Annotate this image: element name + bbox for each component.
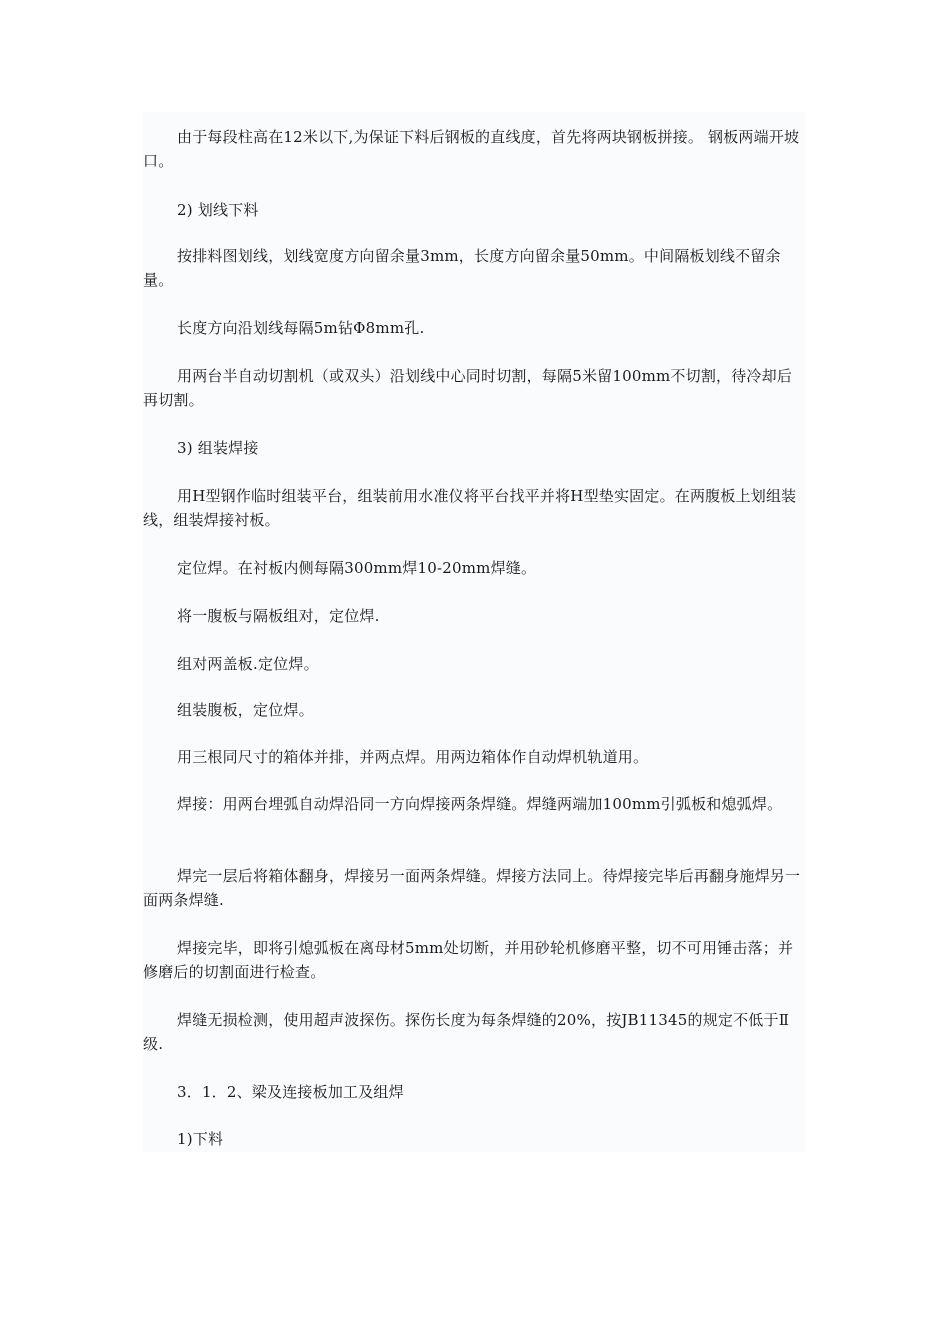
heading-blanking: 1)下料 — [177, 1130, 224, 1148]
paragraph-assembly-platform: 用H型钢作临时组装平台，组装前用水准仪将平台找平并将H型垫实固定。在两腹板上划组装线，组装焊接衬板。 — [143, 487, 797, 529]
paragraph-turn-over: 焊完一层后将箱体翻身，焊接另一面两条焊缝。焊接方法同上。待焊接完毕后再翻身施焊另一面两条焊缝. — [143, 867, 801, 909]
heading-beam-processing: 3．1．2、梁及连接板加工及组焊 — [177, 1083, 404, 1101]
paragraph-tack-weld: 定位焊。在衬板内侧每隔300mm焊10-20mm焊缝。 — [177, 559, 537, 577]
paragraph-assemble-web: 组装腹板，定位焊。 — [177, 701, 314, 719]
paragraph-web-diaphragm: 将一腹板与隔板组对，定位焊. — [177, 607, 380, 625]
paragraph-plate-splicing: 由于每段柱高在12米以下,为保证下料后钢板的直线度，首先将两块钢板拼接。 钢板两端开坡口。 — [143, 128, 800, 170]
document-body — [143, 112, 805, 1152]
paragraph-cut-tabs: 焊接完毕，即将引熄弧板在离母材5mm处切断，并用砂轮机修磨平整，切不可用锤击落；并修磨后的切割面进行检查。 — [143, 939, 794, 981]
paragraph-ultrasonic-test: 焊缝无损检测，使用超声波探伤。探伤长度为每条焊缝的20%，按JB11345的规定不低于Ⅱ级. — [143, 1011, 790, 1053]
heading-assembly-welding: 3) 组装焊接 — [177, 439, 259, 457]
paragraph-submerged-arc: 焊接：用两台埋弧自动焊沿同一方向焊接两条焊缝。焊缝两端加100mm引弧板和熄弧焊。 — [177, 795, 783, 813]
paragraph-cover-plates: 组对两盖板.定位焊。 — [177, 655, 319, 673]
heading-marking-cutting: 2) 划线下料 — [177, 201, 259, 219]
paragraph-marking-allowance: 按排料图划线，划线宽度方向留余量3mm，长度方向留余量50mm。中间隔板划线不留余量。 — [143, 247, 781, 289]
paragraph-drilling: 长度方向沿划线每隔5m钻Φ8mm孔. — [177, 319, 425, 337]
paragraph-cutting: 用两台半自动切割机（或双头）沿划线中心同时切割，每隔5米留100mm不切割，待冷却后再切割。 — [143, 367, 793, 409]
paragraph-three-boxes: 用三根同尺寸的箱体并排，并两点焊。用两边箱体作自动焊机轨道用。 — [177, 748, 649, 766]
